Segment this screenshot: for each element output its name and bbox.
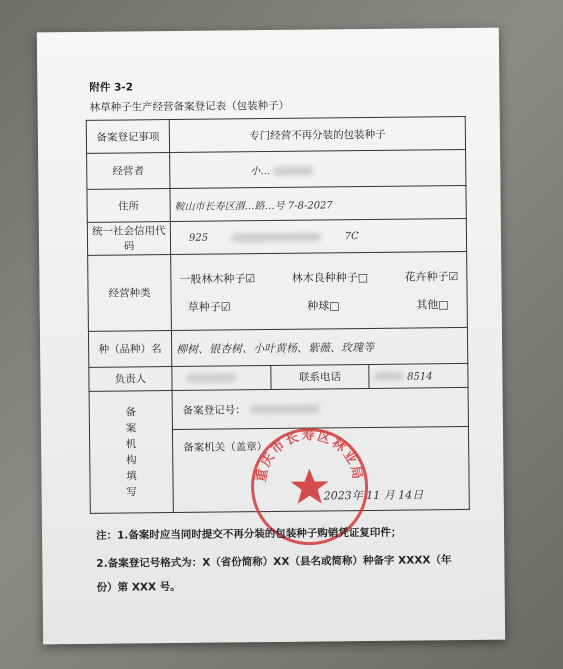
- category-label: 经营种类: [88, 255, 172, 332]
- category-general-forest: 一般林木种子☑: [179, 271, 256, 286]
- operator-label: 经营者: [87, 153, 170, 190]
- address-value: 鞍山市长寿区渭…路…号 7-8-2027: [174, 199, 333, 213]
- category-grass: 草种子☑: [187, 299, 231, 314]
- category-other: 其他□: [416, 297, 449, 311]
- form-title: 林草种子生产经营备案登记表（包装种子）: [89, 99, 290, 114]
- document-paper: [37, 28, 505, 645]
- seal-star-icon: [290, 468, 328, 503]
- variety-value: 柳树、银杏树、小叶黄杨、紫薇、玫瑰等: [176, 340, 375, 356]
- credit-code-prefix: 925: [188, 232, 209, 244]
- item-value: 专门经营不再分装的包装种子: [169, 116, 465, 152]
- credit-code-label: 统一社会信用代码: [87, 222, 170, 256]
- filing-date: 2023年 11 月 14日: [323, 488, 424, 503]
- filing-authority-label: 备案机构填写: [125, 405, 137, 499]
- address-label: 住所: [87, 189, 170, 223]
- authority-label: 备案机关（盖章）: [183, 441, 268, 454]
- category-improved-forest: 林木良种种子□: [291, 270, 369, 285]
- seal-text: 重庆市长寿区林业局: [254, 428, 365, 484]
- registration-number-label: 备案登记号：: [182, 403, 246, 417]
- note-line-1: 注：1.备案时应当同时提交不再分装的包装种子购销凭证复印件；: [96, 526, 402, 542]
- credit-code-suffix: 7C: [344, 231, 359, 243]
- operator-value: 小…: [250, 165, 271, 178]
- category-row-2: [180, 296, 459, 315]
- variety-label: 种（品种）名: [88, 331, 171, 368]
- note-line-2: 2.备案登记号格式为：X（省份简称）XX（县名或简称）种备字 XXXX（年: [96, 554, 452, 570]
- category-bulb: 种球□: [307, 298, 340, 313]
- item-label: 备案登记事项: [86, 120, 169, 154]
- phone-label: 联系电话: [270, 364, 369, 389]
- category-row-1: [179, 268, 458, 287]
- attachment-label: 附件 3-2: [89, 81, 134, 94]
- category-flower: 花卉种子☑: [404, 269, 459, 284]
- note-line-3: 份）第 XXX 号。: [96, 580, 181, 594]
- phone-suffix: 8514: [407, 370, 433, 383]
- responsible-label: 负责人: [89, 367, 172, 392]
